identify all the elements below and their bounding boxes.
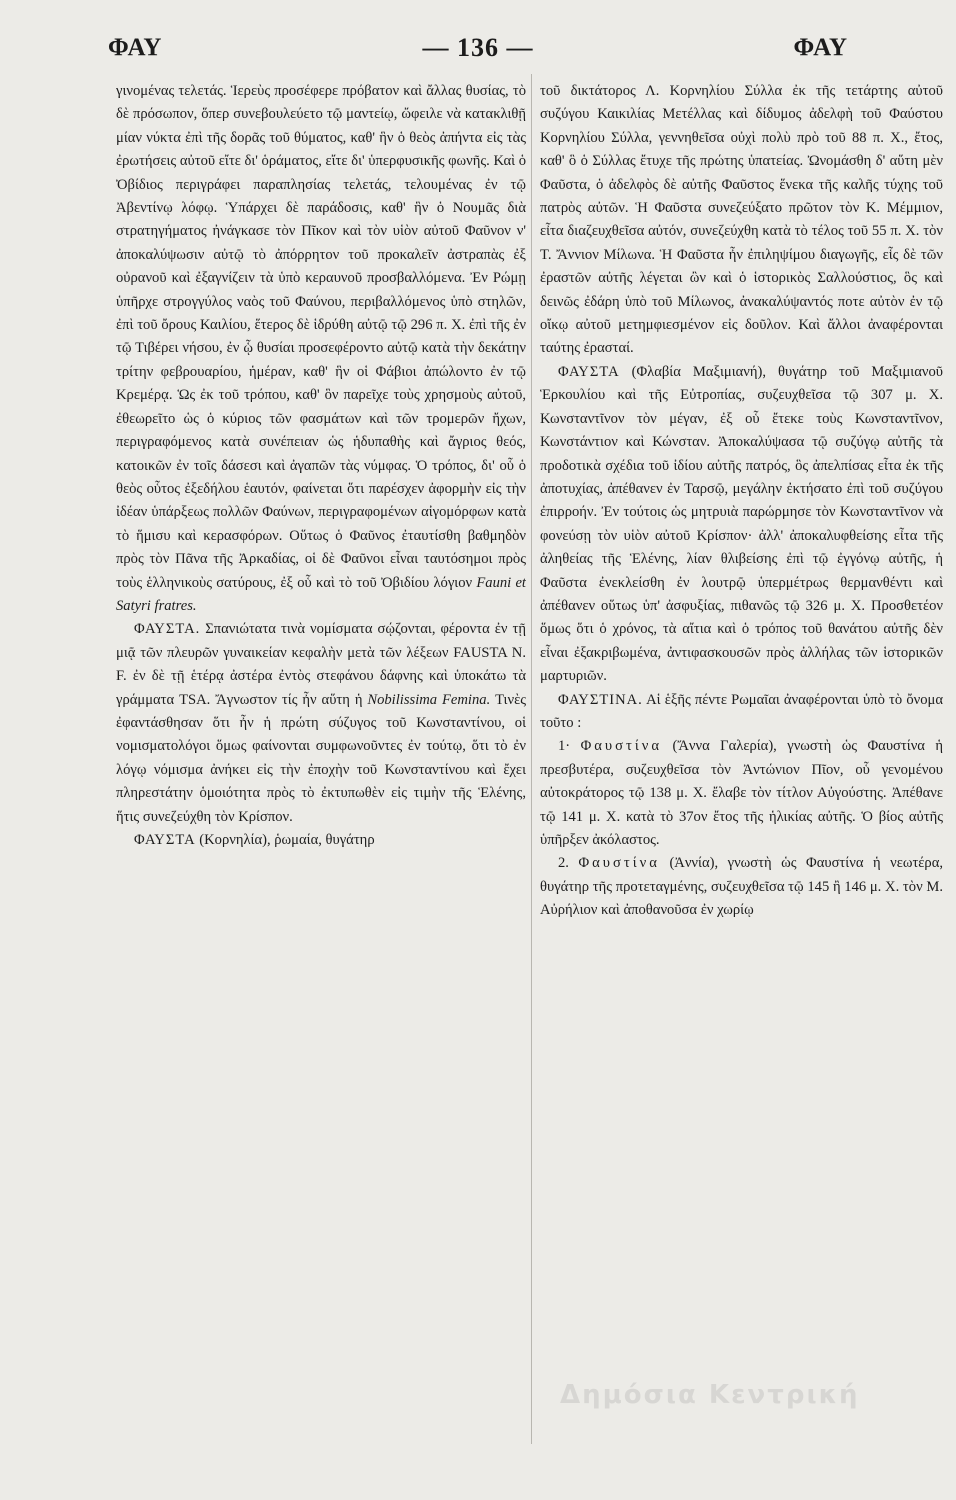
fausta-latin-title: Nobilissima Femina. (367, 691, 491, 708)
faustina-2-item (540, 852, 943, 922)
faustina-1-number: 1· (558, 738, 571, 755)
faustina-2-text: (Ἀννία), γνωστὴ ὡς Φαυστίνα ἡ νεωτέρα, θυγάτηρ τῆς προτεταγμένης, συζευχθεῖσα τῷ 145 ἢ 146 μ. Χ. τὸν Μ. Αὐρήλιον καὶ ἀποθανοῦσα ἐν χωρίῳ (540, 855, 943, 919)
header-left-keyword: ΦΑΥ (108, 34, 163, 61)
faunus-latin-quote: Fauni et Satyri fratres. (116, 574, 526, 614)
library-watermark: Δημόσια Κεντρική (560, 1380, 860, 1410)
faustina-headword: ΦΑΥΣΤΙΝΑ. (558, 691, 643, 708)
header-right-keyword: ΦΑΥ (793, 34, 848, 61)
faustina-1-name: Φαυστίνα (580, 738, 663, 755)
fausta-cornelia-entry-start (116, 829, 526, 852)
fausta-flavia-text: (Φλαβία Μαξιμιανή), θυγάτηρ τοῦ Μαξιμιανοῦ Ἑρκουλίου καὶ τῆς Εὐτροπίας, συζευχθεῖσα τῷ 307 μ. Χ. Κωνσταντῖνον τὸν μέγαν, ἐξ οὗ ἔτεκε τοὺς Κωνσταντῖνον, Κωνστάντιον καὶ Κώνσταν. Ἀποκαλύψασα τῷ συζύγῳ αὐτῆς τὰ προδοτικὰ σχέδια τοῦ ἰδίου αὐτῆς πατρός, ὃς ἀπελπίσας εἶτα ἐκ τῆς ἀποτυχίας, ἀπέθανεν ἐν Ταρσῷ, μεγάλην ἐκτήσατο ἐπὶ τοῦ συζύγου ἐπιρροήν. Ἐν τούτοις ὡς μητρυιὰ παρώρμησε τὸν Κωνσταντῖνον νὰ φονεύσῃ τὸν υἱὸν αὐτοῦ Κρίσπον· ἀλλ' ἀποκαλυφθείσης εἶτα τῆς ἀληθείας τῆς Ἑλένης, λίαν θλιβείσης ἐπὶ τῷ ἐγγόνῳ αὐτῆς, ἡ Φαῦστα ἐνεκλείσθη ἐν λουτρῷ ὑπερμέτρως θερμανθέντι καὶ ἀπέθανεν οὕτως ὑπ' ἀσφυξίας, πιθανῶς τῷ 326 μ. Χ. Προσθετέον ὅμως ὅτι ὁ χρόνος, τὰ αἴτια καὶ ὁ τρόπος τοῦ θανάτου αὐτῆς δὲν εἶναι ἐξακριβωμένα, ἀντιφασκουσῶν πρὸς ἀλλήλας τῶν ἱστορικῶν μαρτυριῶν. (540, 363, 943, 685)
right-column (540, 80, 943, 1440)
left-column (116, 80, 526, 1440)
faustina-entry (540, 689, 943, 736)
fausta-coin-entry (116, 618, 526, 829)
faustina-1-item (540, 735, 943, 852)
faunus-text: γινομένας τελετάς. Ἱερεὺς προσέφερε πρόβατον καὶ ἄλλας θυσίας, τὸ δὲ πρόσωπον, ὅπερ συνεβουλεύετο τῷ μαντείῳ, ὤφειλε νὰ κατακλιθῇ μίαν νύκτα ἐπὶ τῆς δορᾶς τοῦ θύματος, καθ' ἣν ὁ θεὸς ἀπήντα εἰς τὰς ἐρωτήσεις αὐτοῦ εἴτε δι' ὁράματος, εἴτε δι' ὑπερφυσικῆς φωνῆς. Καὶ ὁ Ὀβίδιος περιγράφει παραπλησίας τελετάς, τελουμένας ἐν τῷ Ἀβεντίνῳ λόφῳ. Ὑπάρχει δὲ παράδοσις, καθ' ἣν ὁ Νουμᾶς διὰ στρατηγήματος ἠνάγκασε τὸν Πῖκον καὶ τὸν υἱὸν αὐτοῦ Φαῦνον ν' ἀποκαλύψωσιν αὐτῷ τὸ ἀπόρρητον τοῦ προκαλεῖν ἀστραπὰς ἐξ οὐρανοῦ καὶ ἐξαγνίζειν τὰ ὑπὸ κεραυνοῦ προσβαλλόμενα. Ἐν Ρώμῃ ὑπῆρχε στρογγύλος ναὸς τοῦ Φαύνου, περιβαλλόμενος ὑπὸ στηλῶν, ἐπὶ τοῦ ὄρους Καιλίου, ἕτερος δὲ ἱδρύθη αὐτῷ τῷ 296 π. Χ. ἐπὶ τῆς ἐν τῷ Τιβέρει νήσου, ἐν ᾧ θυσίαι προσεφέροντο αὐτῷ κατὰ τὴν δεκάτην τρίτην φεβρουαρίου, ἡμέραν, καθ' ἣν οἱ Φάβιοι ἀπώλοντο ἐν τῷ Κρεμέρᾳ. Ὡς ἐκ τοῦ τρόπου, καθ' ὃν παρεῖχε τοὺς χρησμοὺς αὐτοῦ, ἐθεωρεῖτο ὡς ὁ κύριος τῶν φασμάτων καὶ τῶν τρομερῶν ἤχων, περιγραφόμενος κατὰ συνέπειαν ὡς ἡδυπαθὴς καὶ ἄγριος θεός, κατοικῶν ἐν τοῖς δάσεσι καὶ ἀγαπῶν τὰς νύμφας. Ὁ τρόπος, δι' οὗ ὁ θεὸς οὗτος ἐξεδήλου ἑαυτόν, φαίνεται ὅτι παρέσχεν ἀφορμὴν εἰς τὴν ἰδέαν ὑπάρξεως πολλῶν Φαύνων, περιγραφομένων αἰγομόρφων κατὰ τὸ ἥμισυ καὶ κερασφόρων. Οὕτως ὁ Φαῦνος ἐταυτίσθη βαθμηδὸν πρὸς τὸν Πᾶνα τῆς Ἀρκαδίας, οἱ δὲ Φαῦνοι εἶναι ταυτόσημοι πρὸς τοὺς ἑλληνικοὺς σατύρους, ἐξ οὗ καὶ τὸ τοῦ Ὀβιδίου λόγιον (116, 83, 526, 591)
faustina-1-text: (Ἄννα Γαλερία), γνωστὴ ὡς Φαυστίνα ἡ πρεσβυτέρα, συζευχθεῖσα τὸν Ἀντώνιον Πῖον, οὗ γενομένου αὐτοκράτορος τῷ 138 μ. Χ. ἔλαβε τὸν τίτλον Αὐγούστης. Ἀπέθανε τῷ 141 μ. Χ. κατὰ τὸ 37ον ἔτος τῆς ἡλικίας αὐτῆς. Ὁ βίος αὐτῆς ὑπῆρξεν ἀκόλαστος. (540, 738, 943, 848)
fausta-flavia-entry (540, 361, 943, 689)
page-number: — 136 — (422, 33, 534, 62)
fausta-cornelia-entry-continuation: τοῦ δικτάτορος Λ. Κορνηλίου Σύλλα ἐκ τῆς τετάρτης αὐτοῦ συζύγου Καικιλίας Μετέλλας καὶ δίδυμος ἀδελφὴ τοῦ Φαύστου Κορνηλίου Σύλλα, γεννηθεῖσα οὐχὶ πολὺ πρὸ τοῦ 88 π. Χ., ἔτος, καθ' ὃ ὁ Σύλλας ἔτυχε τῆς πρώτης ὑπατείας. Ὠνομάσθη δ' αὕτη μὲν Φαῦστα, ὁ ἀδελφὸς δὲ αὐτῆς Φαῦστος ἕνεκα τῆς καλῆς τύχης τοῦ πατρὸς αὐτῶν. Ἡ Φαῦστα συνεζεύξατο πρῶτον τὸν Κ. Μέμμιον, εἶτα διαζευχθεῖσα αὐτόν, συνεζεύχθη κατὰ τὸ τέλος τοῦ 55 π. Χ. τὸν Τ. Ἄννιον Μίλωνα. Ἡ Φαῦστα ἦν ἐπιληψίμου διαγωγῆς, εἷς δὲ τῶν ἐραστῶν αὐτῆς λέγεται ὢν καὶ ὁ ἱστορικὸς Σαλλούστιος, ὃς καὶ δεινῶς ἐδάρη ὑπὸ τοῦ Μίλωνος, ἀνακαλύψαντός ποτε αὐτὸν ἐν τῷ οἴκῳ αὐτοῦ μετημφιεσμένον εἰς δοῦλον. Καὶ ἄλλοι ἀναφέρονται ταύτης ἐρασταί. (540, 83, 943, 357)
running-header (108, 28, 848, 68)
faustina-intro: Αἱ ἑξῆς πέντε Ρωμαῖαι ἀναφέρονται ὑπὸ τὸ ὄνομα τοῦτο : (540, 691, 943, 731)
column-divider (531, 74, 532, 1444)
fausta-coin-text-b: Τινὲς ἐφαντάσθησαν ὅτι ἦν ἡ πρώτη σύζυγος τοῦ Κωνσταντίνου, οἱ νομισματολόγοι ὅμως φαίνονται συμφωνοῦντες ἐν τούτῳ, ὅτι τὸ ἐν λόγῳ νόμισμα ἀνήκει εἰς τὴν ἐποχὴν τοῦ Κωνσταντίνου καὶ ἔχει πληρεστάτην ὁμοιότητα πρὸς τὸ ἐκτυπωθὲν εἰς τιμὴν τῆς Ἑλένης, ἥτις συνεζεύχθη τὸν Κρίσπον. (116, 691, 526, 825)
fausta-cornelia-headword: ΦΑΥΣΤΑ (134, 832, 196, 848)
fausta-flavia-headword: ΦΑΥΣΤΑ (558, 363, 620, 380)
fausta-headword: ΦΑΥΣΤΑ. (134, 621, 201, 638)
fausta-cornelia-text: (Κορνηλία), ῥωμαία, θυγάτηρ (199, 832, 375, 848)
fausta-coin-text-a: Σπανιώτατα τινὰ νομίσματα σῴζονται, φέροντα ἐν τῇ μιᾷ τῶν πλευρῶν γυναικείαν κεφαλὴν μετὰ τῶν λέξεων FAUSTA N. F. ἐν δὲ τῇ ἑτέρᾳ ἀστέρα ἐντὸς στεφάνου δάφνης καὶ ὑποκάτω τὰ γράμματα TSA. Ἄγνωστον τίς ἦν αὕτη ἡ (116, 621, 526, 708)
faustina-2-number: 2. (558, 855, 569, 872)
faunus-entry-continuation (116, 80, 526, 618)
faustina-2-name: Φαυστίνα (578, 855, 660, 872)
